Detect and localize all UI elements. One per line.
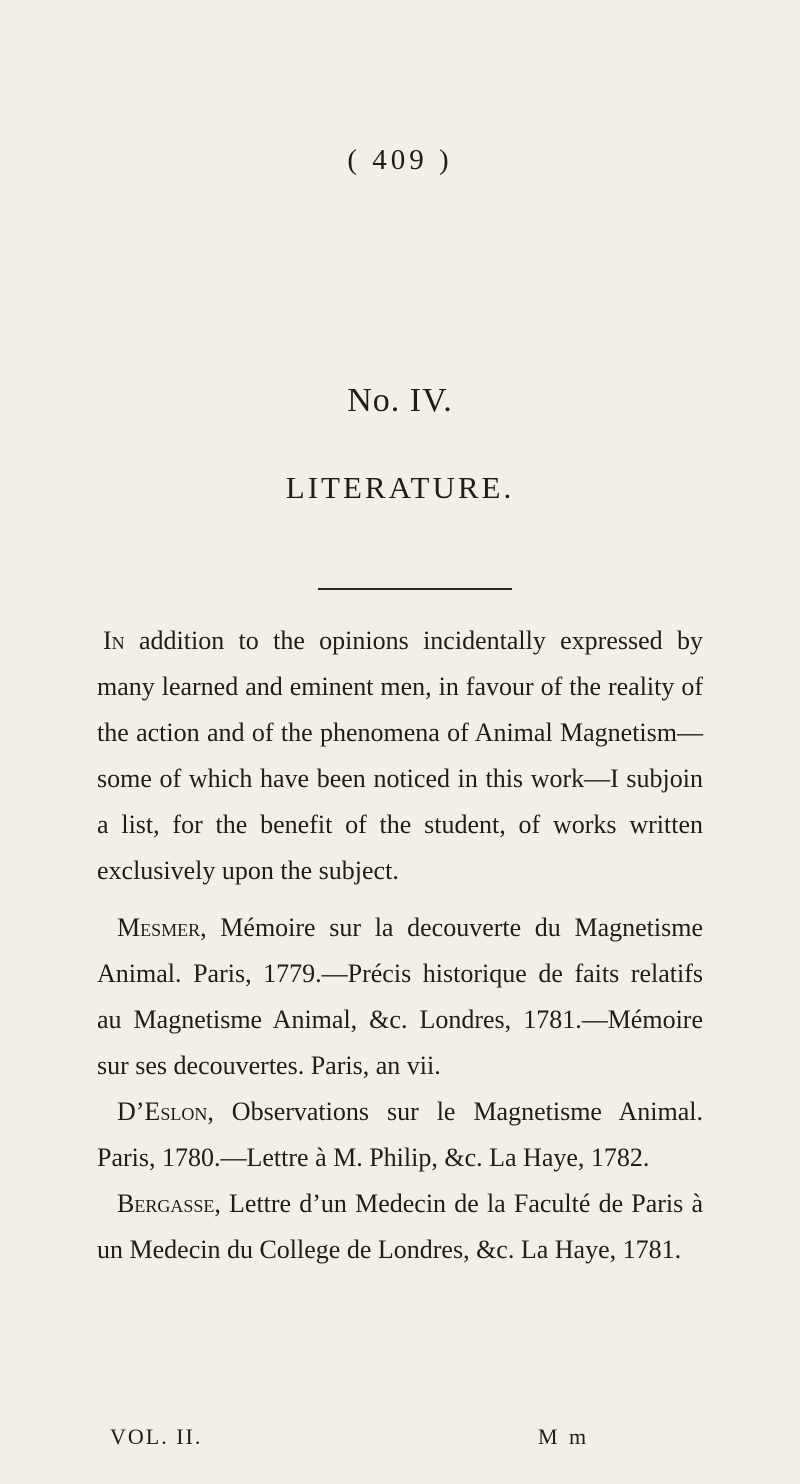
intro-lead-word: In: [103, 626, 125, 655]
bibliography-entry: [97, 1089, 703, 1181]
bibliography-entry: [97, 1181, 703, 1273]
entry-text: Lettre d’un Medecin de la Faculté de Paris à un Medecin du College de Londres, &c. La Haye, 1781.: [97, 1189, 703, 1264]
entry-author: Bergasse,: [117, 1189, 221, 1218]
section-number: No. IV.: [347, 382, 453, 419]
signature-mark: M m: [538, 1424, 590, 1449]
bibliography-entry: [97, 905, 703, 1089]
intro-text: addition to the opinions incidentally expressed by many learned and eminent men, in favour of the reality of the action and of the phenomena of Animal Magnetism—some of which have been noticed in this work—I subjoin a list, for the benefit of the student, of works written exclusively upon the subject.: [97, 626, 703, 885]
section-title: LITERATURE.: [285, 470, 515, 505]
intro-paragraph: [97, 618, 703, 894]
page-number: ( 409 ): [347, 144, 453, 176]
entry-text: Observations sur le Magnetisme Animal. Paris, 1780.—Lettre à M. Philip, &c. La Haye, 1782.: [97, 1097, 703, 1172]
entry-author: D’Eslon,: [117, 1097, 214, 1126]
bibliography-list: [97, 905, 703, 1273]
volume-label: VOL. II.: [110, 1424, 203, 1449]
horizontal-rule: [318, 588, 512, 590]
entry-author: Mesmer,: [117, 913, 207, 942]
entry-text: Mémoire sur la decouverte du Magnetisme Animal. Paris, 1779.—Précis historique de faits relatifs au Magnetisme Animal, &c. Londres, 1781.—Mémoire sur ses decouvertes. Paris, an vii.: [97, 913, 703, 1080]
